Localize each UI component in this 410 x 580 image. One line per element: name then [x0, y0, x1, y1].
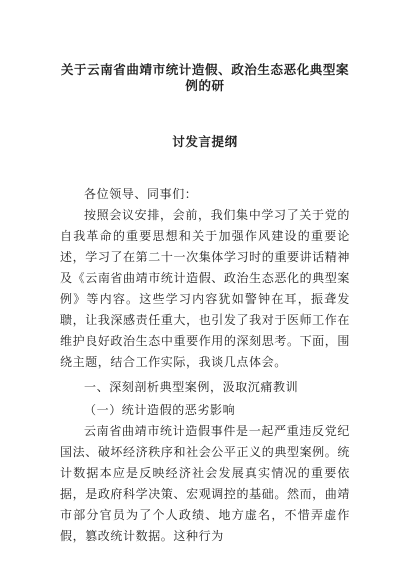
body-paragraph-2: 云南省曲靖市统计造假事件是一起严重违反党纪国法、破坏经济秩序和社会公平正义的典型案例。统计数据本应是反映经济社会发展真实情况的重要依据，是政府科学决策、宏观调控的基础。然而，曲靖市部分官员为了个人政绩、地方虚名，不惜弄虚作假，篡改统计数据。这种行为 [60, 424, 350, 543]
document-title-line-2: 讨发言提纲 [172, 134, 238, 149]
body-paragraph-1: 按照会议安排，会前，我们集中学习了关于党的自我革命的重要思想和关于加强作风建设的重要论述，学习了在第二十一次集体学习时的重要讲话精神及《云南省曲靖市统计造假、政治生态恶化的典型案例》等内容。这些学习内容犹如警钟在耳，振聋发聩，让我深感责任重大，也引发了我对于医师工作在维护良好政治生态中重要作用的深刻思考。下面，围绕主题，结合工作实际，我谈几点体会。 [60, 208, 350, 369]
document-title-line-1: 关于云南省曲靖市统计造假、政治生态恶化典型案例的研 [60, 62, 350, 93]
document-body [60, 184, 350, 547]
greeting: 各位领导、同事们： [84, 187, 198, 201]
subsection-heading-1: （一）统计造假的恶劣影响 [84, 403, 236, 417]
section-heading-1: 一、深刻剖析典型案例，汲取沉痛教训 [84, 380, 299, 394]
